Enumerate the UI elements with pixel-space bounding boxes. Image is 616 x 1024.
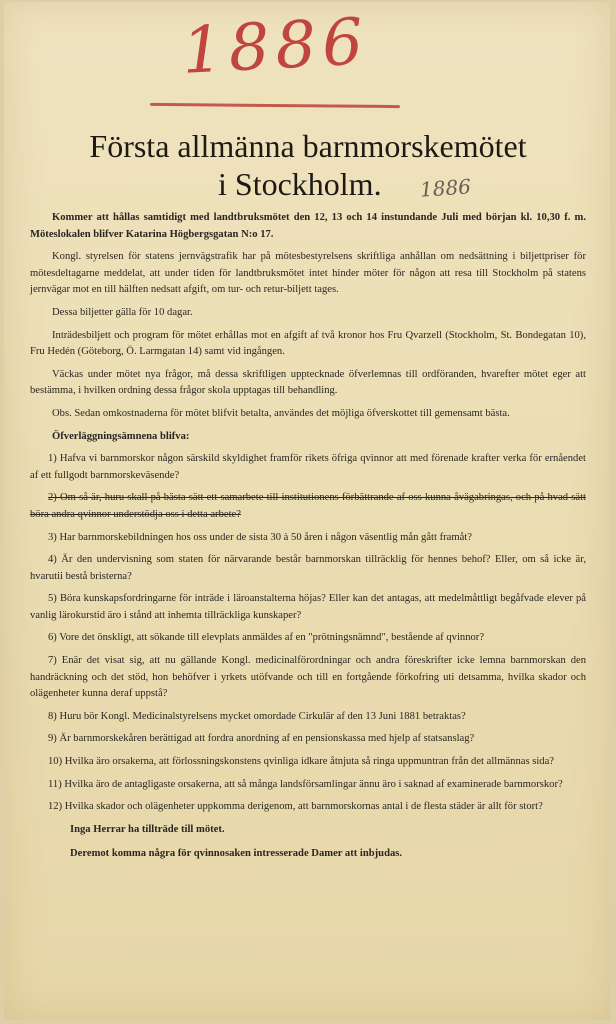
paragraph-new-questions: Väckas under mötet nya frågor, må dessa skriftligen upptecknade öfverlemnas till ordföranden, hvarefter mötet eger att bestämma, i hvilken ordning dessa frågor skola upptagas till behandling. bbox=[30, 368, 586, 397]
question-item: 8) Huru bör Kongl. Medicinalstyrelsens mycket omordade Cirkulär af den 13 Juni 1881 betraktas? bbox=[48, 710, 466, 722]
paragraph-admission: Inträdesbiljett och program för mötet erhållas mot en afgift af två kronor hos Fru Qvarzell (Stockholm, St. Bondegatan 10), Fru Hedén (Göteborg, Ö. Larmgatan 14) samt vid ingången. bbox=[30, 329, 586, 358]
question-item: 4) Är den undervisning som staten för närvarande består barnmorskan tillräcklig för hennes behof? Eller, om så icke är, hvarutii bestå bristerna? bbox=[30, 554, 586, 582]
question-item: 3) Har barnmorskebildningen hos oss under de sista 30 à 50 åren i någon väsentlig mån gått framåt? bbox=[48, 531, 472, 543]
document-body bbox=[30, 210, 586, 871]
handwritten-year: 1886 bbox=[180, 5, 371, 89]
handwritten-year-note: 1886 bbox=[419, 174, 472, 202]
question-item: 11) Hvilka äro de antagligaste orsakerna, att så många landsförsamlingar ännu äro i saknad af examinerade barnmorskor? bbox=[48, 778, 563, 790]
intro-paragraph: Kommer att hållas samtidigt med landtbruksmötet den 12, 13 och 14 instundande Juli med början kl. 10,30 f. m. Möteslokalen blifver Katarina Högbergsgatan N:o 17. bbox=[30, 212, 586, 240]
question-item: 10) Hvilka äro orsakerna, att förlossningskonstens qvinliga idkare åtnjuta så ringa uppmuntran från det allmännas sida? bbox=[48, 756, 555, 768]
question-item: 12) Hvilka skador och olägenheter uppkomma derigenom, att barnmorskornas antal i de flesta städer är allt för stort? bbox=[48, 801, 543, 813]
question-item: 9) Är barnmorskekåren berättigad att fordra anordning af en pensionskassa med hjelp af statsanslag? bbox=[48, 733, 475, 745]
paragraph-tickets: Dessa biljetter gälla för 10 dagar. bbox=[52, 306, 193, 318]
question-item: 2) Om så är, huru skall på bästa sätt ett samarbete till institutionens förbättrande af oss kunna åvägabringas, och på hvad sätt böra andra qvinnor understödja oss i detta arbete? bbox=[30, 492, 586, 520]
question-item: 1) Hafva vi barnmorskor någon särskild skyldighet framför rikets öfriga qvinnor att med förenade krafter verka för ernåendet af ett fullgodt barnmorskeväsende? bbox=[30, 453, 586, 481]
closing-line-1: Inga Herrar ha tillträde till mötet. bbox=[70, 823, 225, 835]
title-line-1: Första allmänna barnmorskemötet bbox=[89, 128, 527, 164]
questions-heading: Öfverläggningsämnena blifva: bbox=[52, 430, 190, 442]
question-item: 7) Enär det visat sig, att nu gällande Kongl. medicinalförordningar och andra föreskrifter icke lemna barnmorskan den handräckning och det stöd, hon behöfver i yrkets utöfvande och till en fortgående förkofring uti detsamma, hvilka skador och olägenheter kunna deraf uppstå? bbox=[30, 655, 586, 700]
question-item: 5) Böra kunskapsfordringarne för inträde i läroanstalterna höjas? Eller kan det antagas, att medelmåttligt begåfvade elever på vanlig lärokurstid äro i stånd att inhemta tillräckliga kunskaper? bbox=[30, 593, 586, 621]
question-item: 6) Vore det önskligt, att sökande till elevplats anmäldes af en "prötningsnämnd", bestående af qvinnor? bbox=[48, 632, 485, 644]
closing-line-2: Deremot komma några för qvinnosaken intresserade Damer att inbjudas. bbox=[70, 848, 403, 860]
questions-list bbox=[30, 451, 586, 816]
paragraph-railway: Kongl. styrelsen för statens jernvägstrafik har på mötesbestyrelsens skriftliga anhållan om nedsättning i biljettpriser för mötesdeltagarne meddelat, att under tiden för landtbruksmötet intet hinder möter för någon att resa till Stockholm på statens jernvägar mot en till hälften nedsatt afgift, om tur- och retur-biljett tages. bbox=[30, 251, 586, 296]
title-line-2: i Stockholm. bbox=[218, 166, 382, 202]
paragraph-note: Obs. Sedan omkostnaderna för mötet blifvit betalta, användes det möjliga öfverskottet till gemensamt bästa. bbox=[52, 407, 510, 419]
red-underline bbox=[150, 103, 400, 108]
